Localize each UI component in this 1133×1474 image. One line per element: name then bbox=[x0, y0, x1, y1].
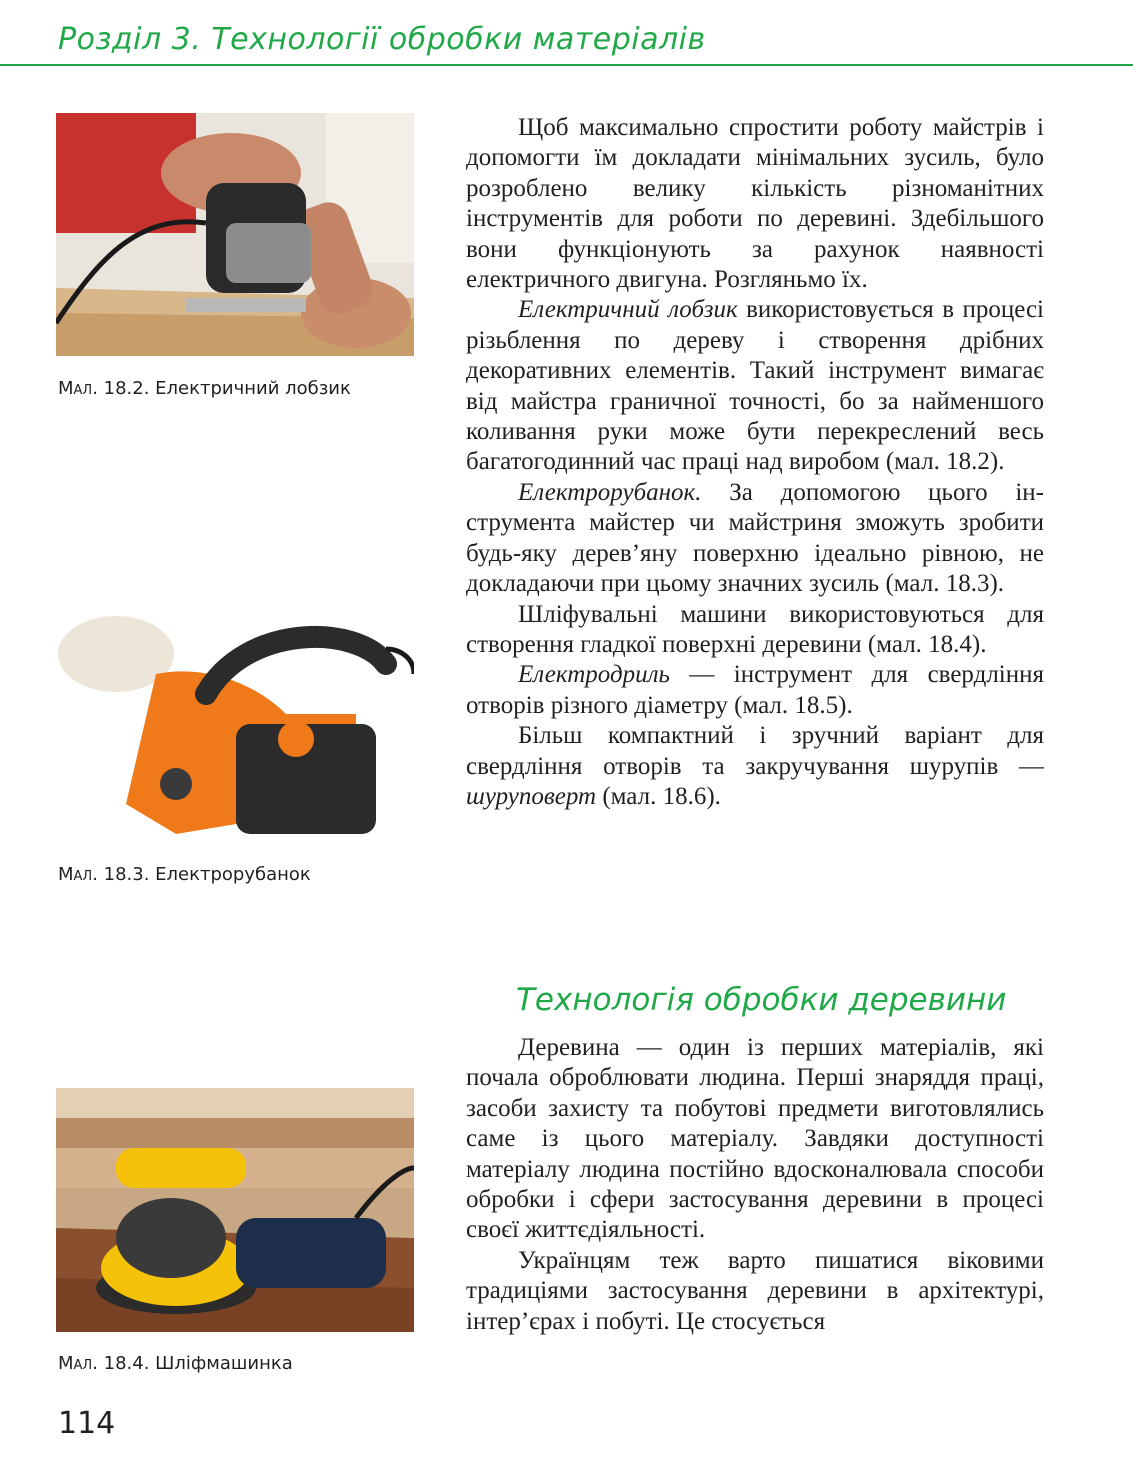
figure-caption-18-2 bbox=[58, 378, 351, 399]
electric-planer-photo bbox=[56, 604, 414, 844]
body-text-upper bbox=[466, 113, 1044, 812]
caption-text: 18.4. Шліфмашинка bbox=[97, 1353, 293, 1374]
paragraph-planer: Електрорубанок. За допомогою цього інструмента майстер чи майстриня зможуть зробити будь-яку дерев’яну поверхню ідеально рівною, не докладаючи при цьому значних зусиль (мал. 18.3). bbox=[466, 478, 1044, 598]
term-screwdriver: шуруповерт bbox=[466, 782, 597, 810]
paragraph-jigsaw: Електричний лобзик використовується в процесі різьблення по дереву і створення дрібних декоративних елементів. Такий інструмент вимагає від майстра граничної точності, бо за найменшого коливання руки може бути перекреслений весь багатогодинний час праці над виробом (мал. 18.2). bbox=[466, 296, 1044, 476]
term-drill: Електродриль bbox=[518, 661, 670, 689]
paragraph-wood-history: Деревина — один із перших матеріалів, які почала оброблювати людина. Перші знаряддя праці, засоби захисту та побутові предмети виготовлялись саме із цього матеріалу. Завдяки доступності матеріалу людина постійно вдосконалювала способи обробки і сфери застосування деревини в процесі своєї життєдіяльності. bbox=[466, 1034, 1044, 1244]
paragraph-drill: Електродриль — інструмент для свердління отворів різного діаметру (мал. 18.5). bbox=[466, 661, 1044, 719]
caption-label: Мал. bbox=[58, 378, 98, 399]
chapter-header-title: Розділ 3. Технології обробки матеріалів bbox=[58, 22, 706, 57]
caption-text: 18.3. Електрорубанок bbox=[97, 864, 311, 885]
term-jigsaw: Електричний лобзик bbox=[518, 296, 738, 324]
jigsaw-photo bbox=[56, 113, 414, 356]
caption-label: Мал. bbox=[58, 1353, 98, 1374]
orbital-sander-photo bbox=[56, 1088, 414, 1332]
paragraph-intro: Щоб максимально спростити роботу майстрів і допомогти їм докладати мінімальних зусиль, було розроблено велику кількість різноманітних інструментів для роботи по деревині. Здебільшого вони функціонують за рахунок наявності електричного двигуна. Розгляньмо їх. bbox=[466, 114, 1044, 294]
figure-caption-18-3 bbox=[58, 864, 311, 885]
paragraph-ukrainian-traditions: Українцям теж варто пишатися віковими традиціями застосування деревини в архітектурі, інтер’єрах і побуті. Це стосується bbox=[466, 1246, 1044, 1335]
section-heading: Технологія обробки деревини bbox=[516, 982, 1007, 1018]
caption-label: Мал. bbox=[58, 864, 98, 885]
paragraph-screwdriver: Більш компактний і зручний варіант для свердління отворів та закручування шурупів — шуруповерт (мал. 18.6). bbox=[466, 722, 1044, 810]
figure-caption-18-4 bbox=[58, 1353, 293, 1374]
page-number: 114 bbox=[58, 1406, 116, 1441]
term-planer: Електрорубанок. bbox=[518, 478, 702, 506]
caption-text: 18.2. Електричний лобзик bbox=[97, 378, 351, 399]
header-rule bbox=[0, 64, 1133, 66]
paragraph-sanders: Шліфувальні машини використовуються для створення гладкої поверхні деревини (мал. 18.4). bbox=[466, 600, 1044, 658]
body-text-lower bbox=[466, 1033, 1044, 1337]
